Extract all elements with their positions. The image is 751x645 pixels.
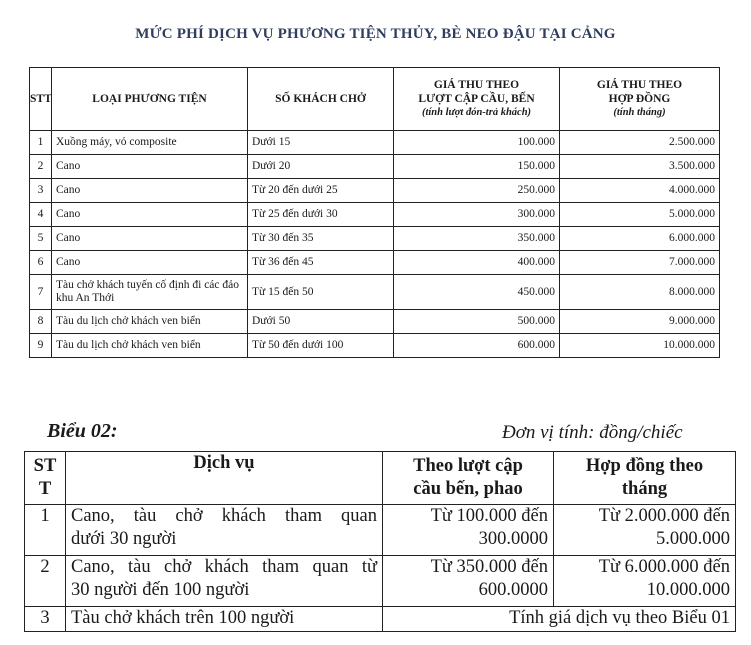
table-row — [30, 310, 720, 334]
cell-vehicle-type: Tàu chở khách tuyến cố định đi các đảo khu An Thới — [52, 275, 248, 310]
cell-service — [66, 505, 383, 556]
cell-per-trip-line1: Từ 350.000 đến — [430, 557, 548, 577]
cell-vehicle-type: Cano — [52, 203, 248, 227]
cell-passengers: Dưới 50 — [248, 310, 394, 334]
cell-per-trip: 250.000 — [394, 179, 560, 203]
cell-merged-price: Tính giá dịch vụ theo Biểu 01 — [383, 607, 736, 632]
header-contract-line2: tháng — [621, 479, 668, 499]
cell-per-trip — [383, 505, 554, 556]
table-row — [25, 505, 736, 556]
header-contract — [554, 452, 736, 505]
table-row — [30, 227, 720, 251]
header-per-trip-note: (tính lượt đón-trả khách) — [421, 107, 532, 118]
cell-contract-line1: Từ 6.000.000 đến — [598, 557, 730, 577]
cell-contract: 7.000.000 — [560, 251, 720, 275]
cell-service-line2: dưới 30 người — [71, 529, 177, 549]
cell-contract: 4.000.000 — [560, 179, 720, 203]
cell-per-trip-line1: Từ 100.000 đến — [430, 506, 548, 526]
cell-per-trip: 450.000 — [394, 275, 560, 310]
cell-passengers: Từ 50 đến dưới 100 — [248, 334, 394, 358]
cell-stt: 4 — [30, 203, 52, 227]
cell-per-trip: 600.000 — [394, 334, 560, 358]
cell-per-trip: 100.000 — [394, 131, 560, 155]
table-row — [30, 251, 720, 275]
header-per-trip-line1: GIÁ THU THEO — [433, 79, 520, 91]
cell-stt: 2 — [30, 155, 52, 179]
cell-vehicle-type: Cano — [52, 179, 248, 203]
table2-label: Biểu 02: — [47, 420, 118, 442]
cell-contract: 9.000.000 — [560, 310, 720, 334]
unit-note: Đơn vị tính: đồng/chiếc — [502, 422, 683, 443]
cell-stt: 2 — [25, 556, 66, 607]
header-contract-line1: GIÁ THU THEO — [596, 79, 683, 91]
fee-table-01 — [29, 67, 720, 358]
header-passengers: SỐ KHÁCH CHỞ — [248, 68, 394, 131]
cell-per-trip: 500.000 — [394, 310, 560, 334]
cell-per-trip — [383, 556, 554, 607]
cell-service-line1: Cano, tàu chở khách tham quan từ — [71, 557, 377, 577]
cell-contract-line2: 10.000.000 — [646, 580, 730, 600]
table-row — [30, 179, 720, 203]
cell-stt: 3 — [25, 607, 66, 632]
header-contract-note: (tính tháng) — [613, 107, 666, 118]
cell-per-trip: 350.000 — [394, 227, 560, 251]
table-row — [25, 607, 736, 632]
header-per-trip-line1: Theo lượt cập — [413, 456, 523, 476]
header-vehicle-type: LOẠI PHƯƠNG TIỆN — [52, 68, 248, 131]
cell-passengers: Từ 25 đến dưới 30 — [248, 203, 394, 227]
cell-stt: 1 — [30, 131, 52, 155]
cell-passengers: Từ 36 đến 45 — [248, 251, 394, 275]
cell-passengers: Dưới 20 — [248, 155, 394, 179]
cell-stt: 3 — [30, 179, 52, 203]
cell-service-line2: 30 người đến 100 người — [71, 580, 250, 600]
cell-service — [66, 556, 383, 607]
cell-stt: 5 — [30, 227, 52, 251]
header-per-trip-line2: LƯỢT CẬP CẦU, BẾN — [418, 93, 535, 105]
header-per-trip — [383, 452, 554, 505]
cell-stt: 1 — [25, 505, 66, 556]
table-row — [30, 334, 720, 358]
fee-table-02 — [24, 451, 736, 632]
header-stt-line1: ST — [33, 456, 57, 476]
header-per-trip-line2: cầu bến, phao — [413, 479, 523, 499]
cell-service: Tàu chở khách trên 100 người — [66, 607, 383, 632]
header-contract-line2: HỢP ĐỒNG — [608, 93, 671, 105]
cell-vehicle-type: Cano — [52, 227, 248, 251]
cell-per-trip-line2: 600.0000 — [478, 580, 548, 600]
cell-contract: 10.000.000 — [560, 334, 720, 358]
table-row — [30, 275, 720, 310]
cell-vehicle-type: Tàu du lịch chở khách ven biển — [52, 334, 248, 358]
cell-contract-line2: 5.000.000 — [656, 529, 730, 549]
cell-contract — [554, 505, 736, 556]
cell-stt: 8 — [30, 310, 52, 334]
table-row — [25, 556, 736, 607]
cell-passengers: Từ 30 đến 35 — [248, 227, 394, 251]
cell-vehicle-type: Cano — [52, 155, 248, 179]
cell-stt: 9 — [30, 334, 52, 358]
cell-per-trip: 150.000 — [394, 155, 560, 179]
cell-per-trip-line2: 300.0000 — [478, 529, 548, 549]
header-stt-line2: T — [38, 479, 52, 499]
table-row — [30, 131, 720, 155]
cell-per-trip: 400.000 — [394, 251, 560, 275]
cell-vehicle-type: Tàu du lịch chở khách ven biển — [52, 310, 248, 334]
cell-contract — [554, 556, 736, 607]
cell-passengers: Từ 15 đến 50 — [248, 275, 394, 310]
header-contract-price — [560, 68, 720, 131]
document-title: MỨC PHÍ DỊCH VỤ PHƯƠNG TIỆN THỦY, BÈ NEO ĐẬU TẠI CẢNG — [135, 26, 616, 42]
header-contract-line1: Hợp đồng theo — [585, 456, 704, 476]
table-header-row — [30, 68, 720, 131]
cell-per-trip: 300.000 — [394, 203, 560, 227]
table-row — [30, 203, 720, 227]
cell-vehicle-type: Cano — [52, 251, 248, 275]
cell-contract-line1: Từ 2.000.000 đến — [598, 506, 730, 526]
header-per-trip-price — [394, 68, 560, 131]
table-header-row — [25, 452, 736, 505]
cell-vehicle-type: Xuồng máy, vỏ composite — [52, 131, 248, 155]
cell-passengers: Dưới 15 — [248, 131, 394, 155]
cell-contract: 2.500.000 — [560, 131, 720, 155]
header-service: Dịch vụ — [66, 452, 383, 505]
header-stt — [25, 452, 66, 505]
cell-contract: 3.500.000 — [560, 155, 720, 179]
cell-stt: 6 — [30, 251, 52, 275]
cell-contract: 5.000.000 — [560, 203, 720, 227]
table-row — [30, 155, 720, 179]
header-stt: STT — [30, 68, 52, 131]
cell-contract: 6.000.000 — [560, 227, 720, 251]
cell-contract: 8.000.000 — [560, 275, 720, 310]
cell-stt: 7 — [30, 275, 52, 310]
cell-passengers: Từ 20 đến dưới 25 — [248, 179, 394, 203]
cell-service-line1: Cano, tàu chở khách tham quan — [71, 506, 377, 526]
